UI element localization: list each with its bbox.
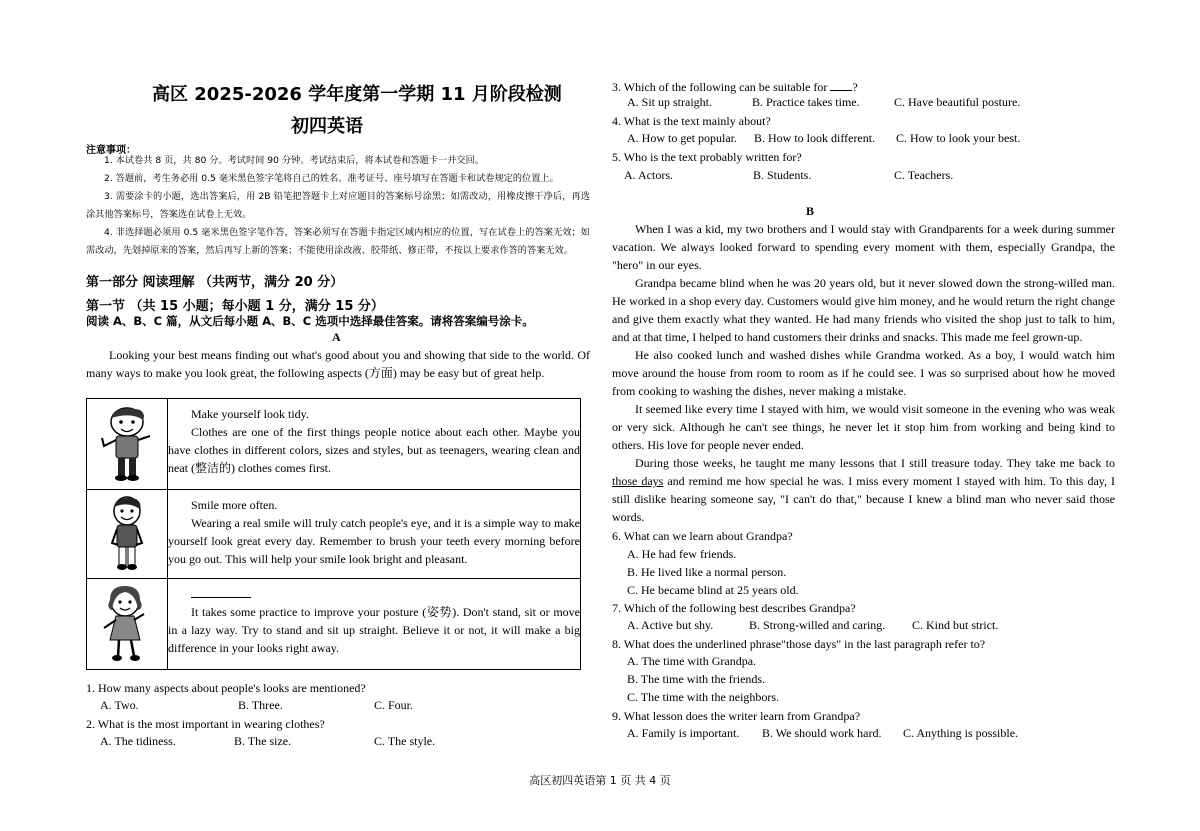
option: C. Have beautiful posture. bbox=[894, 95, 1021, 109]
option: A. Sit up straight. bbox=[627, 95, 713, 109]
table-row bbox=[87, 579, 581, 670]
question-1: 1. How many aspects about people's looks are mentioned? bbox=[86, 681, 366, 695]
aspect-heading: Make yourself look tidy. bbox=[191, 407, 309, 421]
passage-b-paragraph-5: During those weeks, he taught me many lessons that I still treasure today. They take me back to those days and remind me how special he was. I miss every moment I stayed with him. To this day, I still dislike hearing someone say, "I can't do that," because I knew a blind man who never said those words. bbox=[612, 456, 1115, 524]
aspect-heading-blank bbox=[168, 585, 580, 603]
note-item-4: 4. 非选择题必须用 0.5 毫米黑色签字笔作答，答案必须写在答题卡指定区域内相应的位置，写在试卷上的答案无效；如需改动，先划掉原来的答案，然后再写上新的答案；不能使用涂改液、胶带纸、修正带，不按以上要求作答的答案无效。 bbox=[86, 227, 590, 256]
option: C. Anything is possible. bbox=[903, 726, 1019, 740]
option: B. He lived like a normal person. bbox=[627, 565, 787, 579]
option: B. Practice takes time. bbox=[752, 95, 860, 109]
aspect-text: It takes some practice to improve your posture (姿势). Don't stand, sit or move in a lazy way. Try to stand and sit up straight. Believe it or not, it will make a big difference in your looks right away. bbox=[168, 605, 580, 655]
table-text-cell bbox=[168, 490, 581, 579]
table-picture-cell bbox=[87, 490, 168, 579]
blank-line bbox=[830, 78, 852, 91]
aspects-table bbox=[86, 398, 581, 670]
passage-a-intro: Looking your best means finding out what's good about you and showing that side to the world. Of many ways to make you look great, the following aspects (方面) may be easy but of great help. bbox=[86, 348, 590, 380]
aspect-heading: Smile more often. bbox=[191, 498, 278, 512]
passage-b-paragraph-3: He also cooked lunch and washed dishes while Grandma worked. As a boy, I would watch him move around the house from room to room as if he could see. I was so surprised about how he moved from cooking to washing the dishes, never making a mistake. bbox=[612, 348, 1115, 398]
option: A. The tidiness. bbox=[100, 734, 176, 748]
option: B. We should work hard. bbox=[762, 726, 882, 740]
option: C. Kind but strict. bbox=[912, 618, 999, 632]
option: A. He had few friends. bbox=[627, 547, 737, 561]
question-2: 2. What is the most important in wearing clothes? bbox=[86, 717, 325, 731]
section1-instruction: 阅读 A、B、C 篇，从文后每小题 A、B、C 选项中选择最佳答案。请将答案编号涂卡。 bbox=[86, 314, 534, 328]
table-text-cell bbox=[168, 399, 581, 490]
blank-line bbox=[191, 587, 251, 598]
table-text-cell bbox=[168, 579, 581, 670]
table-row bbox=[87, 399, 581, 490]
note-item-2: 2. 答题前，考生务必用 0.5 毫米黑色签字笔将自己的姓名、准考证号、座号填写在答题卡和试卷规定的位置上。 bbox=[104, 173, 559, 184]
option: C. He became blind at 25 years old. bbox=[627, 583, 799, 597]
option: B. Strong-willed and caring. bbox=[749, 618, 886, 632]
option: A. Active but shy. bbox=[627, 618, 714, 632]
passage-b-paragraph-2: Grandpa became blind when he was 20 years old, but it never slowed down the strong-willed man. He worked in a shop every day. Customers would give him money, and he would return the right change and give them exactly what they wanted. He had many friends who visited the shop just to talk to him, and at that time, I helped to hand customers their drinks and snacks. This made me feel grown-up. bbox=[612, 276, 1115, 344]
option: A. The time with Grandpa. bbox=[627, 654, 757, 668]
question-5: 5. Who is the text probably written for? bbox=[612, 150, 802, 164]
option: B. The size. bbox=[234, 734, 292, 748]
boy-thumbs-up-icon bbox=[88, 400, 166, 484]
passage-b-paragraph-4: It seemed like every time I stayed with him, we would visit someone in the evening who was weak or very sick. Although he can't see things, he never let it stop him from working and being kind to others. His love for people never ended. bbox=[612, 402, 1115, 452]
girl-posing-icon bbox=[88, 580, 166, 664]
option: C. Four. bbox=[374, 698, 414, 712]
table-picture-cell bbox=[87, 579, 168, 670]
question-9: 9. What lesson does the writer learn from Grandpa? bbox=[612, 709, 861, 723]
option: C. Teachers. bbox=[894, 168, 954, 182]
underlined-phrase: those days bbox=[612, 474, 664, 488]
aspect-text: Clothes are one of the first things people notice about each other. Maybe you have clothes in different colors, sizes and styles, but as teenagers, wearing clean and neat (整洁的) clothes comes first. bbox=[168, 425, 580, 475]
option: B. Students. bbox=[753, 168, 812, 182]
passage-a-label: A bbox=[332, 330, 341, 344]
option: A. Actors. bbox=[624, 168, 673, 182]
question-7: 7. Which of the following best describes Grandpa? bbox=[612, 601, 856, 615]
option: A. Two. bbox=[100, 698, 139, 712]
aspect-text: Wearing a real smile will truly catch people's eye, and it is a simple way to make yourself look great every day. Remember to brush your teeth every morning before you go out. This will help your smile look bright and pleasant. bbox=[168, 516, 580, 566]
part1-heading: 第一部分 阅读理解 （共两节，满分 20 分） bbox=[86, 275, 344, 290]
passage-b-label: B bbox=[806, 204, 815, 218]
option: A. How to get popular. bbox=[627, 131, 737, 145]
notes-heading: 注意事项： bbox=[86, 145, 136, 156]
passage-b-paragraph-1: When I was a kid, my two brothers and I would stay with Grandparents for a week during summer vacation. We always looked forward to spending every moment with them, especially Grandpa, the "hero" in our eyes. bbox=[612, 222, 1115, 272]
option: A. Family is important. bbox=[627, 726, 740, 740]
smiling-boy-icon bbox=[88, 491, 166, 573]
page-footer: 高区初四英语第 1 页 共 4 页 bbox=[529, 774, 671, 787]
option: B. Three. bbox=[238, 698, 283, 712]
question-3: 3. Which of the following can be suitable for ? bbox=[612, 80, 858, 94]
table-row bbox=[87, 490, 581, 579]
section1-heading: 第一节 （共 15 小题；每小题 1 分，满分 15 分） bbox=[86, 299, 384, 314]
option: C. How to look your best. bbox=[896, 131, 1021, 145]
option: B. How to look different. bbox=[754, 131, 876, 145]
note-item-1: 1. 本试卷共 8 页，共 80 分。考试时间 90 分钟。考试结束后，将本试卷和答题卡一并交回。 bbox=[104, 155, 484, 166]
question-6: 6. What can we learn about Grandpa? bbox=[612, 529, 793, 543]
option: C. The style. bbox=[374, 734, 436, 748]
table-picture-cell bbox=[87, 399, 168, 490]
question-4: 4. What is the text mainly about? bbox=[612, 114, 771, 128]
exam-subtitle: 初四英语 bbox=[291, 116, 363, 137]
option: C. The time with the neighbors. bbox=[627, 690, 780, 704]
note-item-3: 3. 需要涂卡的小题，选出答案后，用 2B 铅笔把答题卡上对应题目的答案标号涂黑；如需改动，用橡皮擦干净后，再选涂其他答案标号，答案选在试卷上无效。 bbox=[86, 191, 590, 220]
option: B. The time with the friends. bbox=[627, 672, 766, 686]
exam-title: 高区 2025-2026 学年度第一学期 11 月阶段检测 bbox=[152, 84, 562, 105]
question-8: 8. What does the underlined phrase"those days" in the last paragraph refer to? bbox=[612, 637, 986, 651]
